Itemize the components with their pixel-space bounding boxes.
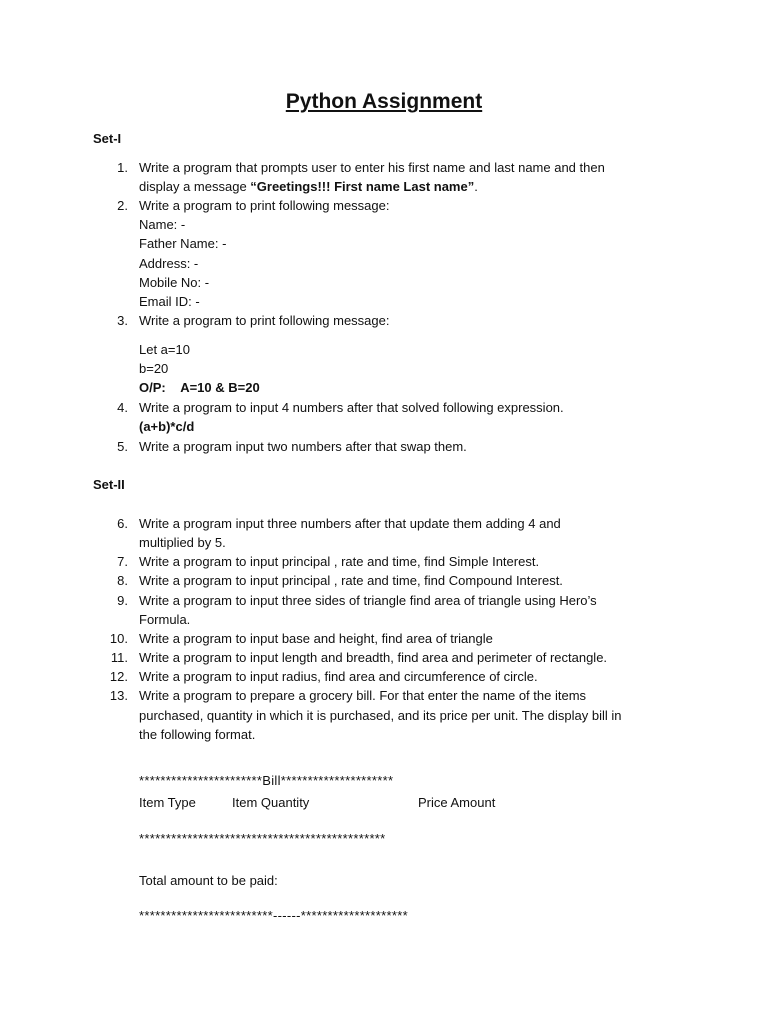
question-8-number: 8. <box>117 573 128 588</box>
question-1-line-2: display a message “Greetings!!! First name Last name”. <box>139 179 478 194</box>
bill-separator: ********************************************** <box>139 831 386 846</box>
field-father-name: Father Name: - <box>139 236 227 251</box>
question-3-number: 3. <box>117 313 128 328</box>
set-2-heading: Set-II <box>93 477 125 492</box>
question-7-number: 7. <box>117 554 128 569</box>
question-12-text: Write a program to input radius, find area and circumference of circle. <box>139 669 538 684</box>
bill-footer: *************************------******************** <box>139 908 408 923</box>
question-12-number: 12. <box>109 669 128 684</box>
question-2-text: Write a program to print following message: <box>139 198 390 213</box>
question-5-text: Write a program input two numbers after that swap them. <box>139 439 467 454</box>
question-10-text: Write a program to input base and height, find area of triangle <box>139 631 493 646</box>
question-4-number: 4. <box>117 400 128 415</box>
bill-col-item-quantity: Item Quantity <box>232 795 310 810</box>
bill-total-label: Total amount to be paid: <box>139 873 278 888</box>
question-1-line-1: Write a program that prompts user to enter his first name and last name and then <box>139 160 605 175</box>
question-3-let-a: Let a=10 <box>139 342 190 357</box>
field-email-id: Email ID: - <box>139 294 200 309</box>
question-9-line-2: Formula. <box>139 612 191 627</box>
question-7-text: Write a program to input principal , rate and time, find Simple Interest. <box>139 554 540 569</box>
question-10-number: 10. <box>109 631 128 646</box>
question-11-number: 11. <box>110 650 128 665</box>
page-title: Python Assignment <box>285 90 483 113</box>
bill-col-price-amount: Price Amount <box>418 795 496 810</box>
question-4-text: Write a program to input 4 numbers after that solved following expression. <box>139 400 564 415</box>
question-6-line-1: Write a program input three numbers after that update them adding 4 and <box>139 516 561 531</box>
bill-col-item-type: Item Type <box>139 795 196 810</box>
bill-header: ***********************Bill********************* <box>139 773 394 788</box>
field-mobile-no: Mobile No: - <box>139 275 210 290</box>
question-9-number: 9. <box>117 593 128 608</box>
question-3-output: O/P: A=10 & B=20 <box>139 380 260 395</box>
field-name: Name: - <box>139 217 186 232</box>
question-5-number: 5. <box>117 439 128 454</box>
question-3-text: Write a program to print following message: <box>139 313 390 328</box>
question-6-number: 6. <box>117 516 128 531</box>
question-2-number: 2. <box>117 198 128 213</box>
question-13-line-2: purchased, quantity in which it is purchased, and its price per unit. The display bill in <box>139 708 622 723</box>
field-address: Address: - <box>139 256 199 271</box>
question-1-number: 1. <box>117 160 128 175</box>
question-13-number: 13. <box>109 688 128 703</box>
set-1-heading: Set-I <box>93 131 122 146</box>
question-9-line-1: Write a program to input three sides of triangle find area of triangle using Hero’s <box>139 593 597 608</box>
question-6-line-2: multiplied by 5. <box>139 535 226 550</box>
question-8-text: Write a program to input principal , rate and time, find Compound Interest. <box>139 573 563 588</box>
question-11-text: Write a program to input length and breadth, find area and perimeter of rectangle. <box>139 650 608 665</box>
question-3-b: b=20 <box>139 361 169 376</box>
question-13-line-1: Write a program to prepare a grocery bill. For that enter the name of the items <box>139 688 587 703</box>
question-13-line-3: the following format. <box>139 727 256 742</box>
question-4-expression: (a+b)*c/d <box>139 419 195 434</box>
